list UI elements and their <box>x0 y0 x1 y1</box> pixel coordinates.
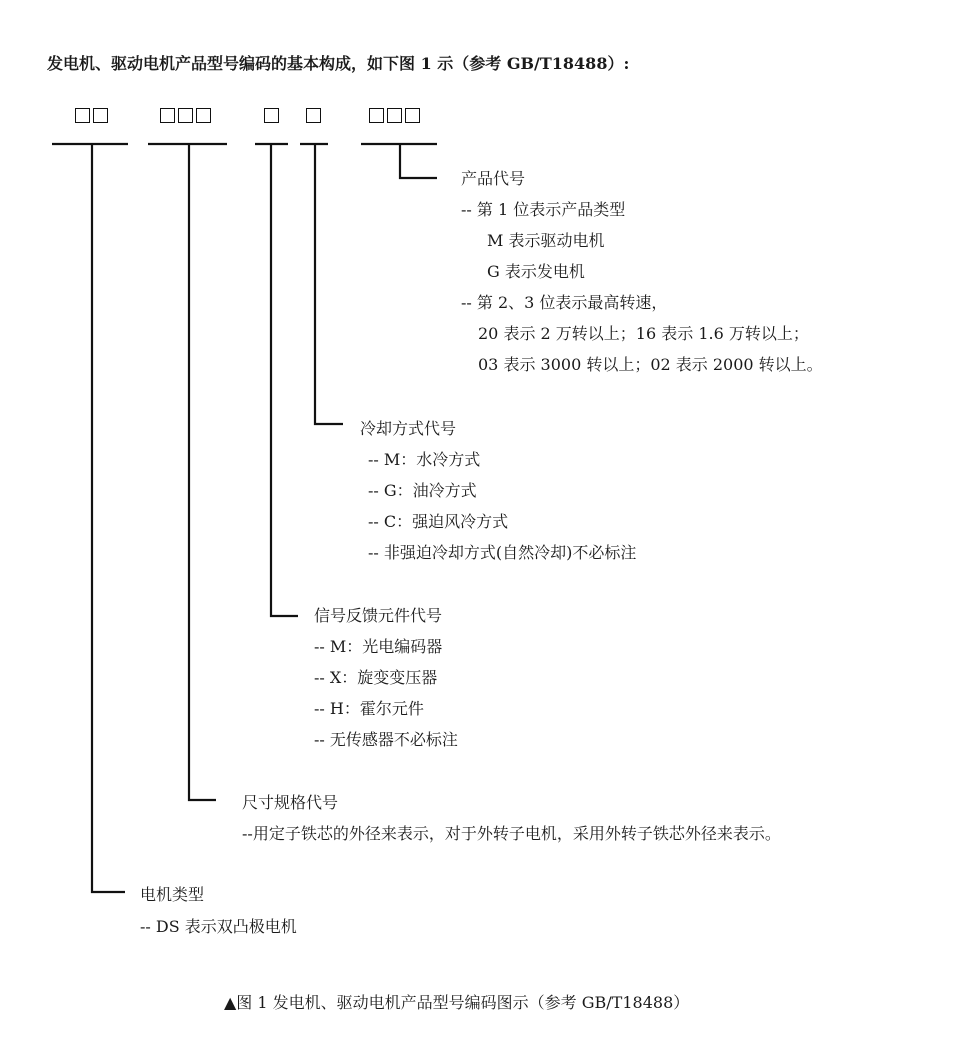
feedback-line: -- X：旋变变压器 <box>314 668 438 687</box>
size-title: 尺寸规格代号 <box>242 793 339 812</box>
product-code-title: 产品代号 <box>461 169 526 188</box>
product-code-line: 03 表示 3000 转以上；02 表示 2000 转以上。 <box>478 355 823 374</box>
product-code-line: -- 第 2、3 位表示最高转速， <box>461 293 668 312</box>
size-line: --用定子铁芯的外径来表示，对于外转子电机，采用外转子铁芯外径来表示。 <box>242 824 781 843</box>
cooling-title: 冷却方式代号 <box>360 419 457 438</box>
product-code-line: M 表示驱动电机 <box>487 231 605 250</box>
product-code-line: -- 第 1 位表示产品类型 <box>461 200 626 219</box>
figure-caption: ▲图 1 发电机、驱动电机产品型号编码图示（参考 GB/T18488） <box>224 993 690 1012</box>
motor-type-line: -- DS 表示双凸极电机 <box>140 917 297 936</box>
feedback-line: -- M：光电编码器 <box>314 637 443 656</box>
heading: 发电机、驱动电机产品型号编码的基本构成，如下图 1 示（参考 GB/T18488）: <box>47 54 630 73</box>
motor-type-title: 电机类型 <box>140 885 205 904</box>
product-code-line: G 表示发电机 <box>487 262 585 281</box>
feedback-line: -- H：霍尔元件 <box>314 699 424 718</box>
cooling-line: -- 非强迫冷却方式(自然冷却)不必标注 <box>368 543 637 562</box>
cooling-line: -- G：油冷方式 <box>368 481 477 500</box>
feedback-line: -- 无传感器不必标注 <box>314 730 458 749</box>
cooling-line: -- M：水冷方式 <box>368 450 481 469</box>
cooling-line: -- C：强迫风冷方式 <box>368 512 509 531</box>
product-code-line: 20 表示 2 万转以上；16 表示 1.6 万转以上； <box>478 324 809 343</box>
feedback-title: 信号反馈元件代号 <box>314 606 443 625</box>
